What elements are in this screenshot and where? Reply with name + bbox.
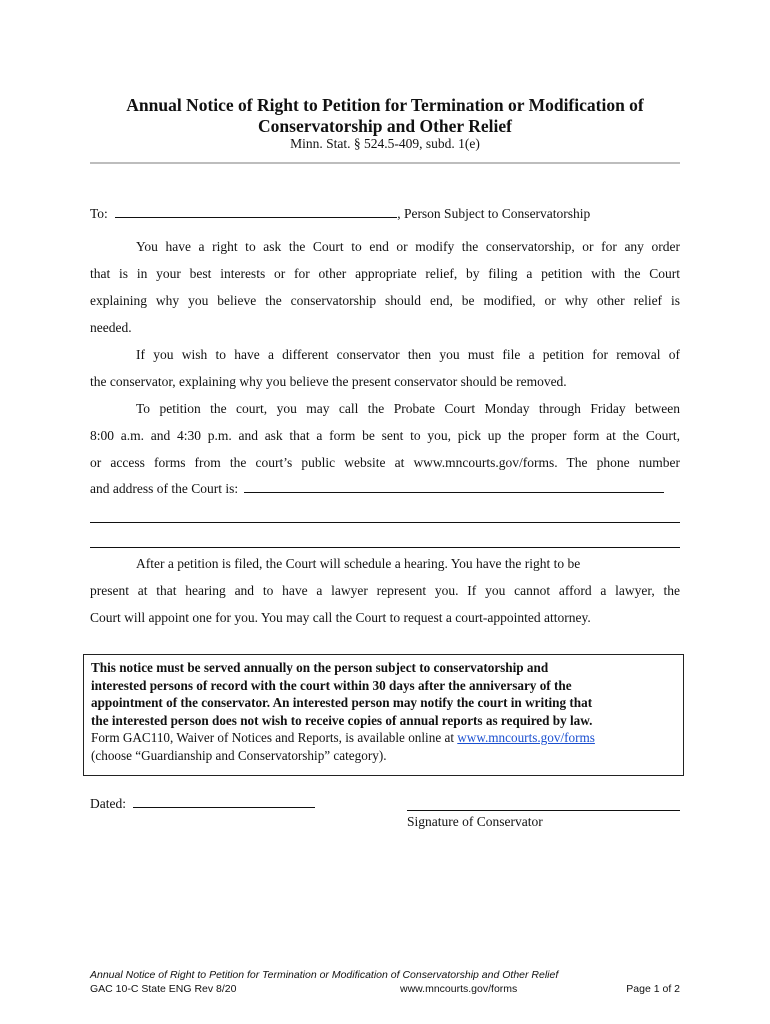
notice-form-line bbox=[91, 729, 676, 747]
notice-box bbox=[83, 654, 684, 776]
court-address-label: and address of the Court is: bbox=[90, 481, 239, 496]
paragraph1-line1: You have a right to ask the Court to end or modify the conservatorship, or for any order bbox=[136, 239, 680, 254]
notice-bold-line3: appointment of the conservator. An interested person may notify the court in writing that bbox=[91, 695, 593, 710]
notice-bold-line4: the interested person does not wish to receive copies of annual reports as required by law. bbox=[91, 712, 593, 728]
dated-label: Dated: bbox=[90, 796, 126, 811]
footer-url: www.mncourts.gov/forms bbox=[400, 983, 518, 995]
paragraph4-line2: present at that hearing and to have a lawyer represent you. If you cannot afford a lawyer, the bbox=[90, 583, 680, 598]
notice-bold-line2: interested persons of record with the court within 30 days after the anniversary of the bbox=[91, 677, 572, 693]
forms-link[interactable]: www.mncourts.gov/forms bbox=[457, 730, 595, 745]
statute-citation: Minn. Stat. § 524.5-409, subd. 1(e) bbox=[290, 136, 480, 151]
footer-form-code: GAC 10-C State ENG Rev 8/20 bbox=[90, 983, 237, 995]
document-title-line1: Annual Notice of Right to Petition for Termination or Modification of bbox=[126, 95, 644, 115]
signature-field[interactable] bbox=[407, 810, 680, 811]
paragraph1-line4: needed. bbox=[90, 320, 132, 335]
document-title-line2: Conservatorship and Other Relief bbox=[258, 116, 512, 136]
paragraph4-line3: Court will appoint one for you. You may call the Court to request a court-appointed attorney. bbox=[90, 610, 591, 625]
to-line bbox=[90, 206, 680, 222]
paragraph3-line3: or access forms from the court’s public website at www.mncourts.gov/forms. The phone number bbox=[90, 455, 680, 470]
paragraph3-line1: To petition the court, you may call the Probate Court Monday through Friday between bbox=[136, 401, 680, 416]
court-address-line bbox=[90, 481, 680, 497]
paragraph3-line2: 8:00 a.m. and 4:30 p.m. and ask that a form be sent to you, pick up the proper form at the Court, bbox=[90, 428, 680, 443]
dated-field[interactable] bbox=[133, 807, 315, 808]
paragraph4-line1: After a petition is filed, the Court will schedule a hearing. You have the right to be bbox=[136, 556, 581, 571]
footer-title: Annual Notice of Right to Petition for Termination or Modification of Conservatorship and Other Relief bbox=[90, 969, 559, 981]
paragraph1-line3: explaining why you believe the conservatorship should end, be modified, or why other relief is bbox=[90, 293, 680, 308]
paragraph1-line2: that is in your best interests or for other appropriate relief, by filing a petition with the Court bbox=[90, 266, 680, 281]
signature-label: Signature of Conservator bbox=[407, 814, 543, 829]
header-divider bbox=[90, 162, 680, 164]
court-address-field[interactable] bbox=[244, 492, 664, 493]
paragraph2-line1: If you wish to have a different conservator then you must file a petition for removal of bbox=[136, 347, 680, 362]
footer-page-number: Page 1 of 2 bbox=[626, 983, 680, 995]
court-address-field-line3[interactable] bbox=[90, 547, 680, 548]
notice-bold-line1: This notice must be served annually on the person subject to conservatorship and bbox=[91, 660, 549, 675]
court-address-field-line2[interactable] bbox=[90, 522, 680, 523]
notice-category-line: (choose “Guardianship and Conservatorship” category). bbox=[91, 747, 387, 763]
notice-form-text: Form GAC110, Waiver of Notices and Reports, is available online at bbox=[91, 730, 458, 745]
dated-line bbox=[90, 796, 315, 812]
to-suffix: , Person Subject to Conservatorship bbox=[397, 206, 591, 221]
to-label: To: bbox=[90, 206, 108, 221]
to-name-field[interactable] bbox=[115, 217, 397, 218]
paragraph2-line2: the conservator, explaining why you believe the present conservator should be removed. bbox=[90, 374, 567, 389]
